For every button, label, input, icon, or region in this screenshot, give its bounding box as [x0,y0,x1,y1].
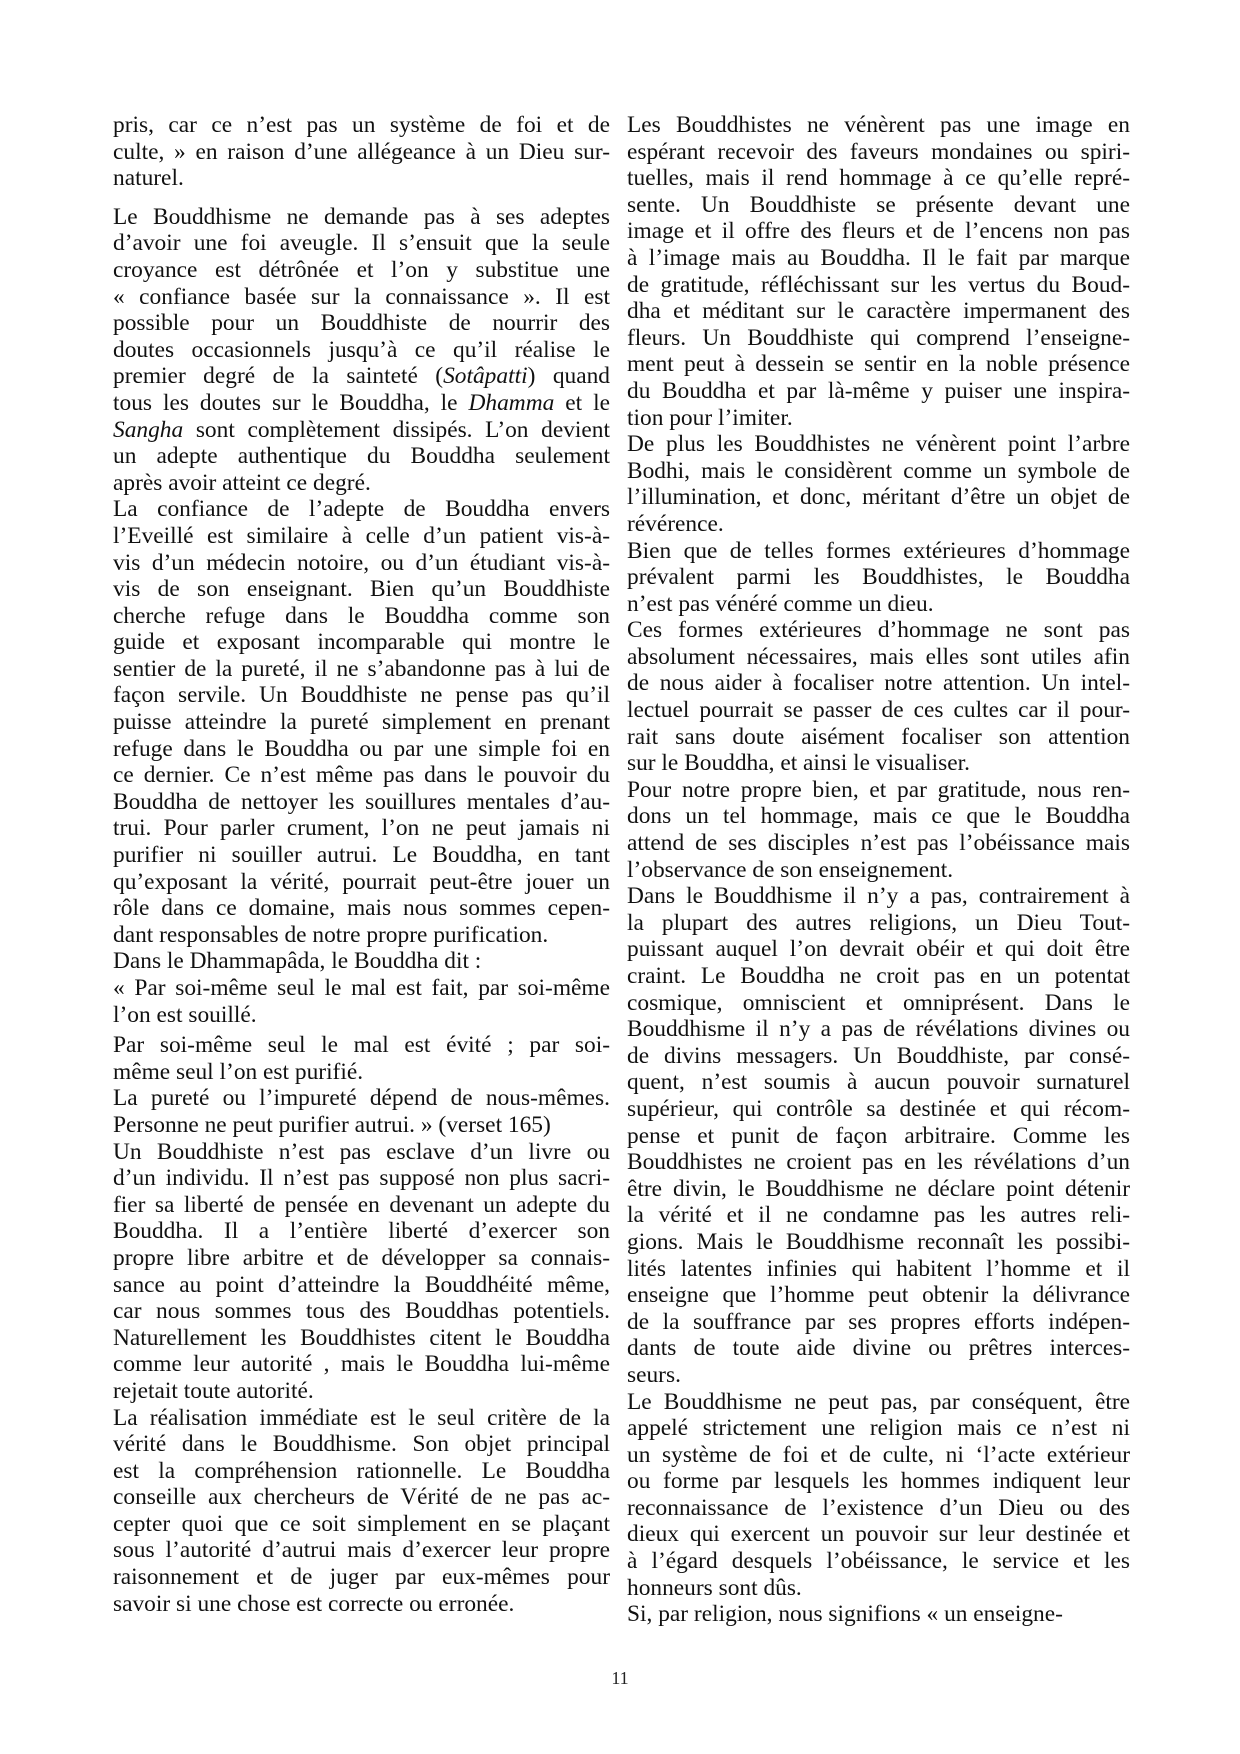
text-line: rejetait toute autorité. [113,1377,314,1404]
text-line: l’observance de son enseignement. [627,856,954,883]
text-line: après avoir atteint ce degré. [113,469,371,496]
text-line: dieux qui exercent un pouvoir sur leur destinée et [627,1521,1130,1548]
text-line: d’avoir une foi aveugle. Il s’ensuit que la seule [113,230,610,257]
text-line: De plus les Bouddhistes ne vénèrent point l’arbre [627,431,1130,458]
text-line: tion pour l’imiter. [627,404,793,431]
text-line: un système de foi et de culte, ni ‘l’acte extérieur [627,1441,1130,1468]
text-line: Pour notre propre bien, et par gratitude, nous ren- [627,776,1130,803]
text-line: de la souffrance par ses propres efforts indépen- [627,1308,1130,1335]
text-line: naturel. [113,165,184,192]
paragraph [113,112,610,192]
text-line: Bouddha. Il a l’entière liberté d’exercer son [113,1218,610,1245]
text-line: ce dernier. Ce n’est même pas dans le pouvoir du [113,762,610,789]
text-line: Bouddha de nettoyer les souillures mentales d’au- [113,788,610,815]
text-line: Bouddhistes ne croient pas en les révélations d’un [627,1149,1130,1176]
text-line: Par soi-même seul le mal est évité ; par soi- [113,1032,610,1059]
text-column-right [627,112,1130,1628]
text-line: quent, n’est soumis à aucun pouvoir surnaturel [627,1069,1130,1096]
paragraph [627,1601,1130,1628]
text-line: façon servile. Un Bouddhiste ne pense pas qu’il [113,682,610,709]
paragraph [627,538,1130,618]
text-line: cherche refuge dans le Bouddha comme son [113,602,610,629]
text-line: possible pour un Bouddhiste de nourrir des [113,310,610,337]
paragraph [627,777,1130,883]
text-line: sur le Bouddha, et ainsi le visualiser. [627,750,971,777]
text-line: tous les doutes sur le Bouddha, le Dhamma et le [113,389,610,416]
text-line: La réalisation immédiate est le seul critère de la [113,1404,610,1431]
text-line: ou forme par lesquels les hommes indiquent leur [627,1468,1130,1495]
text-line: sente. Un Bouddhiste se présente devant une [627,191,1130,218]
italic-term: Sotâpatti [443,363,528,390]
paragraph [627,112,1130,431]
text-line: conseille aux chercheurs de Vérité de ne pas ac- [113,1484,610,1511]
text-line: sance au point d’atteindre la Bouddhéité même, [113,1271,610,1298]
text-line: doutes occasionnels jusqu’à ce qu’il réalise le [113,336,610,363]
text-line: Naturellement les Bouddhistes citent le Bouddha [113,1324,610,1351]
text-line: attend de ses disciples n’est pas l’obéissance mais [627,830,1130,857]
text-line: croyance est détrônée et l’on y substitue une [113,256,610,283]
text-line: Bouddhisme il n’y a pas de révélations divines ou [627,1016,1130,1043]
text-line: Le Bouddhisme ne demande pas à ses adeptes [113,203,610,230]
italic-term: Sangha [113,416,184,443]
text-line: savoir si une chose est correcte ou erronée. [113,1590,515,1617]
text-line: Les Bouddhistes ne vénèrent pas une image en [627,112,1130,138]
text-line: dha et méditant sur le caractère impermanent des [627,298,1130,325]
text-line: Bodhi, mais le considèrent comme un symbole de [627,457,1130,484]
page-number: 11 [611,1668,629,1688]
text-line: à l’image mais au Bouddha. Il le fait par marque [627,244,1130,271]
paragraph [113,1085,610,1138]
text-line: pris, car ce n’est pas un système de foi et de [113,112,610,138]
text-line: Le Bouddhisme ne peut pas, par conséquent, être [627,1388,1130,1415]
text-line: honneurs sont dûs. [627,1574,802,1601]
text-line: Dans le Dhammapâda, le Bouddha dit : [113,948,482,975]
text-line: tuelles, mais il rend hommage à ce qu’elle repré- [627,165,1130,192]
text-line: « confiance basée sur la connaissance ». Il est [113,283,610,310]
text-line: vis de son enseignant. Bien qu’un Bouddhiste [113,576,610,603]
text-line: dant responsables de notre propre purification. [113,921,549,948]
text-line: du Bouddha et par là-même y puiser une inspira- [627,377,1130,404]
text-line: Si, par religion, nous signifions « un enseigne- [627,1601,1063,1628]
text-line: dants de toute aide divine ou prêtres interces- [627,1335,1130,1362]
text-line: qu’exposant la vérité, pourrait peut-être jouer un [113,868,610,895]
text-line: être divin, le Bouddhisme ne déclare point détenir [627,1175,1130,1202]
text-line: rôle dans ce domaine, mais nous sommes cepen- [113,895,610,922]
text-line: purifier ni souiller autrui. Le Bouddha, en tant [113,842,610,869]
paragraph [627,617,1130,777]
text-line: fier sa liberté de pensée en devenant un adepte du [113,1191,610,1218]
text-line: Ces formes extérieures d’hommage ne sont pas [627,617,1130,644]
text-line: espérant recevoir des faveurs mondaines ou spiri- [627,138,1130,165]
text-line: pense et punit de façon arbitraire. Comme les [627,1122,1130,1149]
text-line: cepter quoi que ce soit simplement en se plaçant [113,1510,610,1537]
text-line: l’illumination, et donc, méritant d’être un objet de [627,484,1130,511]
text-line: craint. Le Bouddha ne croit pas en un potentat [627,963,1130,989]
paragraph [627,1389,1130,1602]
text-line: la plupart des autres religions, un Dieu Tout- [627,909,1130,936]
text-line: de divins messagers. Un Bouddhiste, par consé- [627,1042,1130,1069]
text-line: Un Bouddhiste n’est pas esclave d’un livre ou [113,1138,610,1165]
paragraph [113,948,610,975]
text-line: la vérité et il ne condamne pas les autres reli- [627,1202,1130,1229]
text-line: est la compréhension rationnelle. Le Bouddha [113,1457,610,1484]
paragraph [113,1032,610,1085]
text-line: de nous aider à focaliser notre attention. Un intel- [627,670,1130,697]
text-line: car nous sommes tous des Bouddhas potentiels. [113,1298,610,1325]
text-line: seurs. [627,1361,681,1388]
paragraph [113,975,610,1028]
text-line: ment peut à dessein se sentir en la noble présence [627,351,1130,378]
text-line: même seul l’on est purifié. [113,1058,364,1085]
paragraph [113,496,610,948]
text-line: d’un individu. Il n’est pas supposé non plus sacri- [113,1165,610,1192]
text-line: puisse atteindre la pureté simplement en prenant [113,709,610,736]
text-line: à l’égard desquels l’obéissance, le service et les [627,1548,1130,1575]
text-line: vis d’un médecin notoire, ou d’un étudiant vis-à- [113,549,610,576]
italic-term: Dhamma [468,389,555,416]
text-line: culte, » en raison d’une allégeance à un Dieu sur- [113,138,610,165]
text-line: un adepte authentique du Bouddha seulement [113,443,610,470]
text-line: fleurs. Un Bouddhiste qui comprend l’enseigne- [627,324,1130,351]
text-line: premier degré de la sainteté (Sotâpatti) quand [113,363,610,390]
paragraph [113,204,610,497]
text-line: La confiance de l’adepte de Bouddha envers [113,496,610,523]
text-line: image et il offre des fleurs et de l’encens non pas [627,218,1130,245]
text-line: refuge dans le Bouddha ou par une simple foi en [113,735,610,762]
text-line: reconnaissance de l’existence d’un Dieu ou des [627,1494,1130,1521]
text-line: Sangha sont complètement dissipés. L’on devient [113,416,610,443]
text-line: sous l’autorité d’autrui mais d’exercer leur propre [113,1537,610,1564]
text-line: lités latentes infinies qui habitent l’homme et il [627,1255,1130,1282]
text-line: « Par soi-même seul le mal est fait, par soi-même [113,975,610,1001]
paragraph [627,883,1130,1388]
text-line: comme leur autorité , mais le Bouddha lui-même [113,1351,610,1378]
text-line: raisonnement et de juger par eux-mêmes pour [113,1564,610,1591]
text-line: vérité dans le Bouddhisme. Son objet principal [113,1431,610,1458]
text-line: appelé strictement une religion mais ce n’est ni [627,1415,1130,1442]
text-column-left [113,112,610,1617]
text-line: sentier de la pureté, il ne s’abandonne pas à lui de [113,655,610,682]
text-line: de gratitude, réfléchissant sur les vertus du Boud- [627,271,1130,298]
text-line: absolument nécessaires, mais elles sont utiles afin [627,643,1130,670]
text-line: dons un tel hommage, mais ce que le Bouddha [627,803,1130,830]
text-line: n’est pas vénéré comme un dieu. [627,590,934,617]
text-line: cosmique, omniscient et omniprésent. Dans le [627,989,1130,1016]
text-line: Personne ne peut purifier autrui. » (verset 165) [113,1111,551,1138]
text-line: révérence. [627,510,724,537]
text-line: lectuel pourrait se passer de ces cultes car il pour- [627,697,1130,724]
text-line: guide et exposant incomparable qui montre le [113,629,610,656]
text-line: trui. Pour parler crument, l’on ne peut jamais ni [113,815,610,842]
text-line: prévalent parmi les Bouddhistes, le Bouddha [627,564,1130,591]
text-line: l’on est souillé. [113,1001,257,1028]
paragraph [627,431,1130,537]
paragraph [113,1139,610,1405]
text-line: La pureté ou l’impureté dépend de nous-mêmes. [113,1085,610,1112]
text-line: enseigne que l’homme peut obtenir la délivrance [627,1282,1130,1309]
paragraph [113,1405,610,1618]
text-line: l’Eveillé est similaire à celle d’un patient vis-à- [113,522,610,549]
text-line: Bien que de telles formes extérieures d’hommage [627,537,1130,564]
text-line: supérieur, qui contrôle sa destinée et qui récom- [627,1095,1130,1122]
text-line: rait sans doute aisément focaliser son attention [627,723,1130,750]
text-line: propre libre arbitre et de développer sa connais- [113,1244,610,1271]
text-line: Dans le Bouddhisme il n’y a pas, contrairement à [627,883,1130,910]
text-line: gions. Mais le Bouddhisme reconnaît les possibi- [627,1228,1130,1255]
text-line: puissant auquel l’on devrait obéir et qui doit être [627,936,1130,963]
